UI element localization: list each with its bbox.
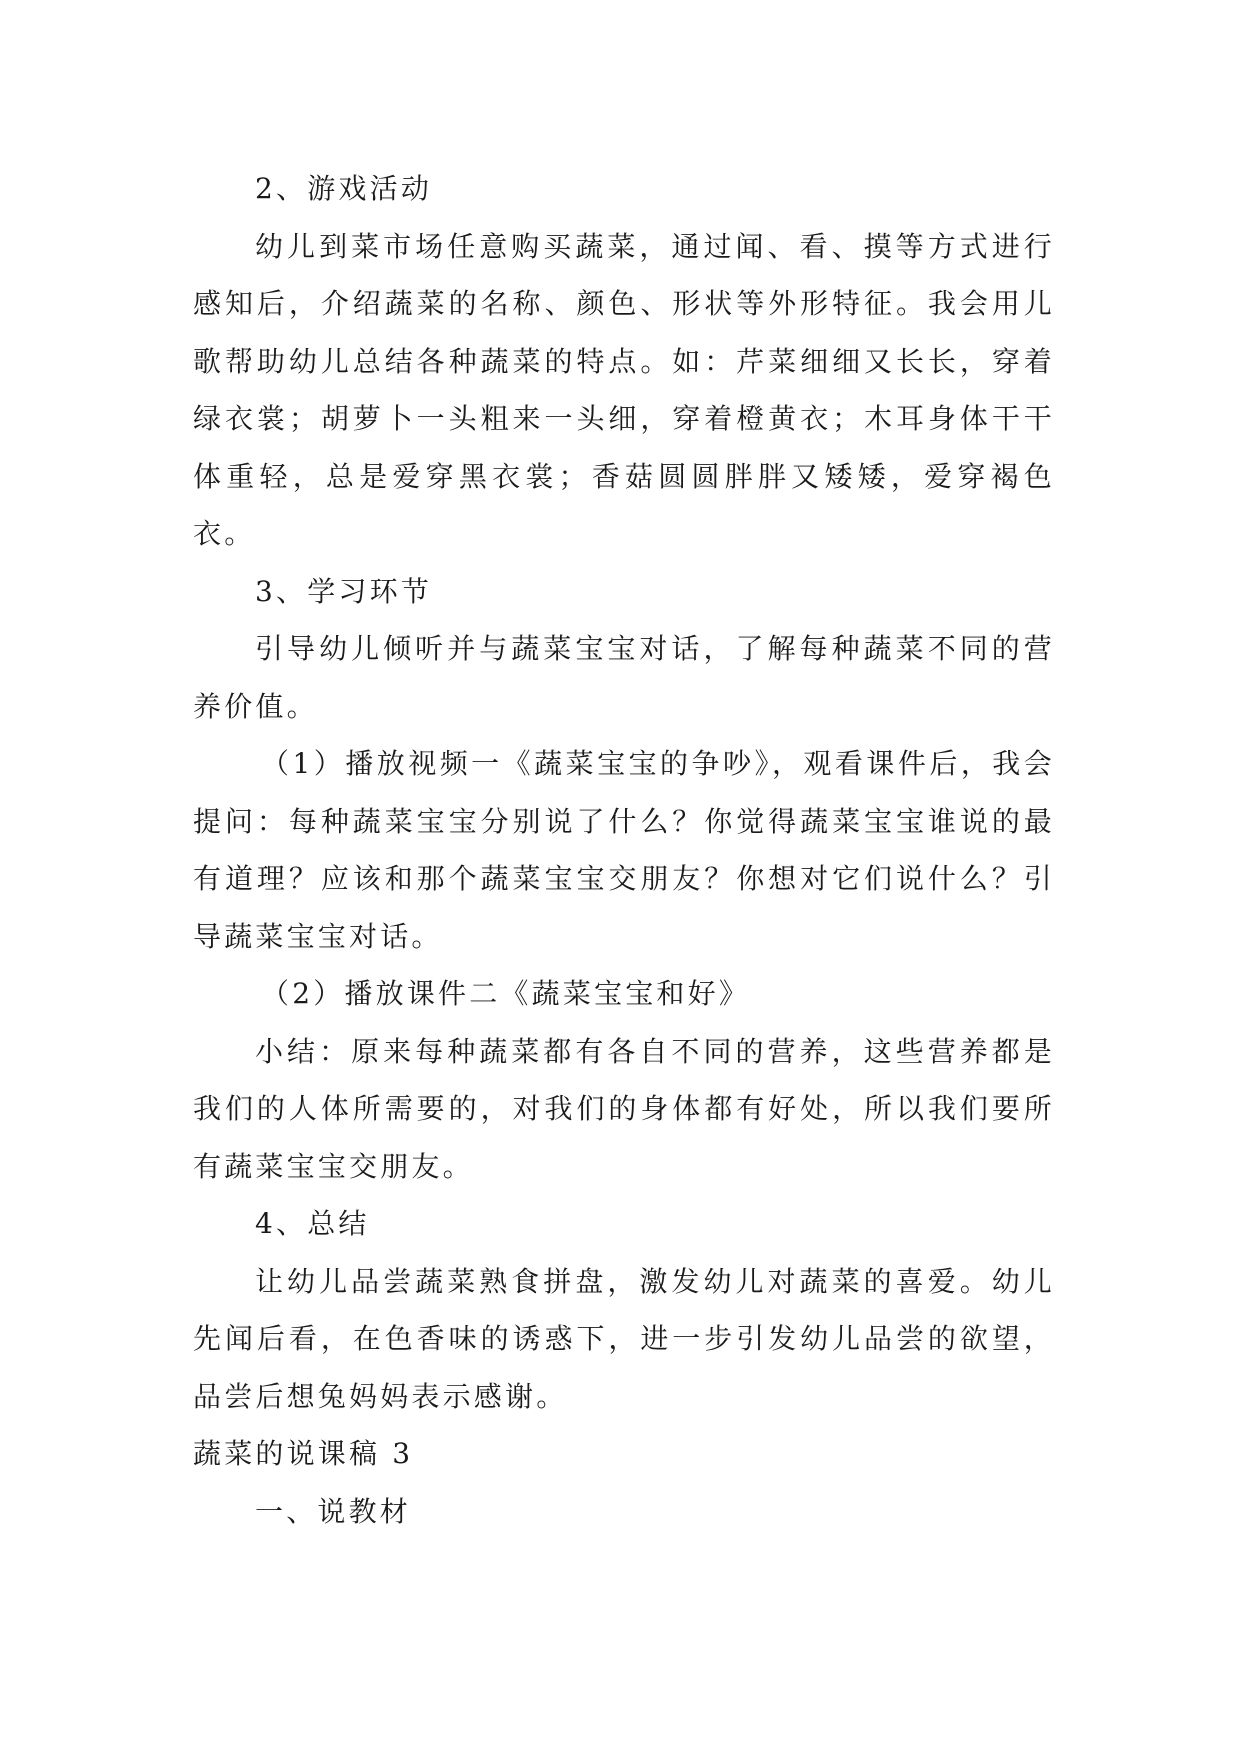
section-heading-summary: 4、总结 — [255, 1207, 370, 1240]
paragraph-summary-tasting: 让幼儿品尝蔬菜熟食拼盘，激发幼儿对蔬菜的喜爱。幼儿先闻后看，在色香味的诱惑下，进一步引发幼儿品尝的欲望，品尝后想兔妈妈表示感谢。 — [193, 1264, 1055, 1413]
section-heading-textbook: 一、说教材 — [255, 1494, 412, 1528]
paragraph-game-activity: 幼儿到菜市场任意购买蔬菜，通过闻、看、摸等方式进行感知后，介绍蔬菜的名称、颜色、形状等外形特征。我会用儿歌帮助幼儿总结各种蔬菜的特点。如：芹菜细细又长长，穿着绿衣裳；胡萝卜一头粗来一头细，穿着橙黄衣；木耳身体干干体重轻，总是爱穿黑衣裳；香菇圆圆胖胖又矮矮，爱穿褐色衣。 — [193, 229, 1055, 550]
paragraph-video-one: （1）播放视频一《蔬菜宝宝的争吵》，观看课件后，我会提问：每种蔬菜宝宝分别说了什么？你觉得蔬菜宝宝谁说的最有道理？应该和那个蔬菜宝宝交朋友？你想对它们说什么？引导蔬菜宝宝对话。 — [193, 747, 1055, 953]
document-title-lesson-3: 蔬菜的说课稿 3 — [193, 1437, 414, 1470]
section-heading-game-activity: 2、游戏活动 — [255, 172, 433, 205]
section-heading-learning: 3、学习环节 — [255, 574, 433, 608]
paragraph-summary-nutrition: 小结：原来每种蔬菜都有各自不同的营养，这些营养都是我们的人体所需要的，对我们的身体都有好处，所以我们要所有蔬菜宝宝交朋友。 — [193, 1034, 1055, 1183]
document-body — [193, 160, 1055, 1540]
paragraph-courseware-two: （2）播放课件二《蔬菜宝宝和好》 — [261, 977, 751, 1010]
paragraph-learning-intro: 引导幼儿倾听并与蔬菜宝宝对话，了解每种蔬菜不同的营养价值。 — [193, 632, 1055, 723]
